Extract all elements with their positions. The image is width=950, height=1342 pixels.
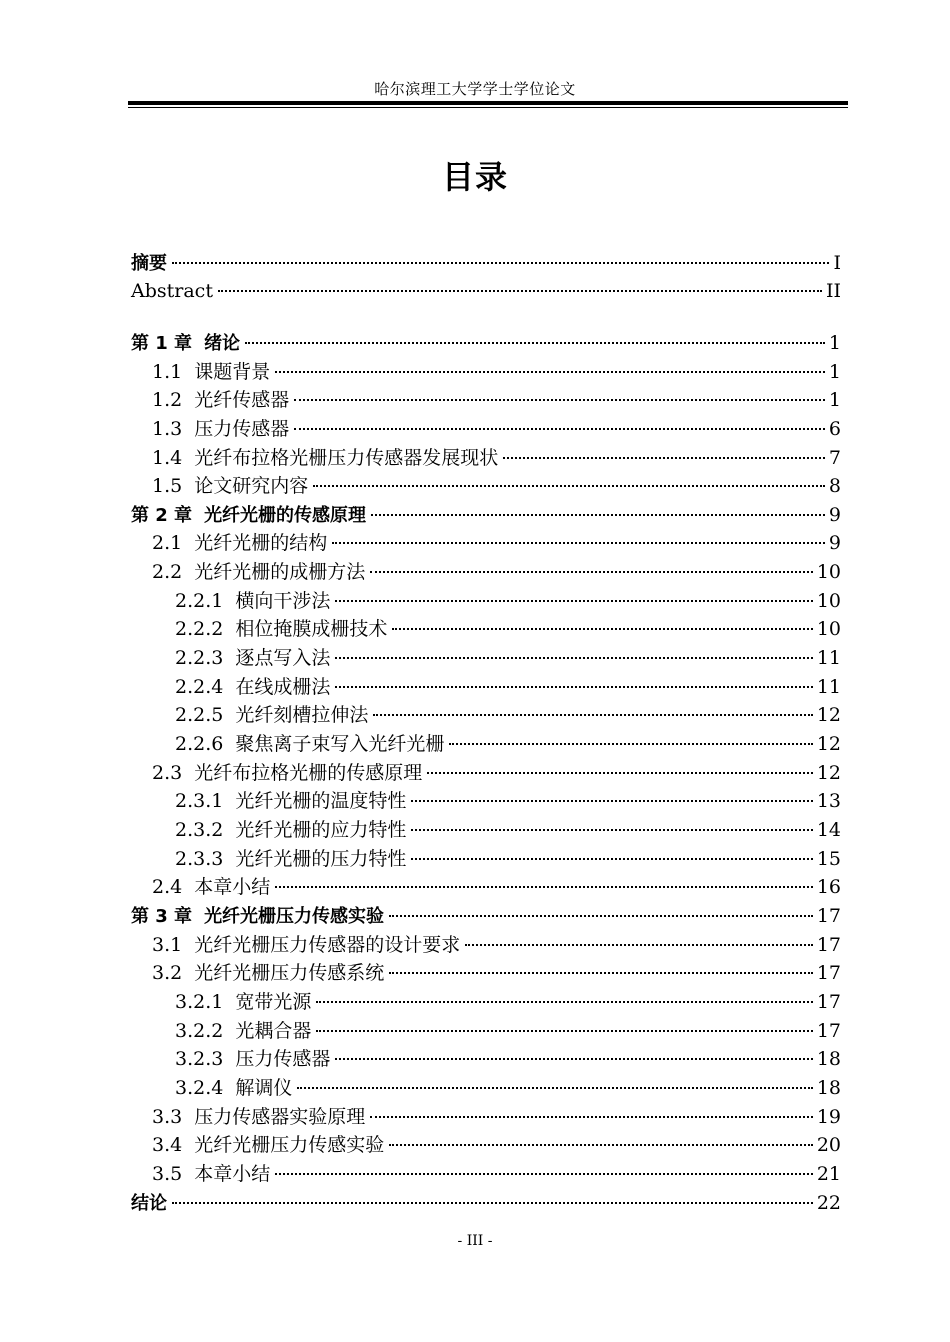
toc-leader-dots — [275, 1172, 813, 1175]
toc-entry[interactable] — [152, 529, 841, 557]
toc-entry-number: 2.3 — [152, 762, 183, 784]
toc-entry-title: 相位掩膜成栅技术 — [235, 618, 388, 640]
toc-entry[interactable] — [175, 701, 841, 729]
toc-entry-number: 3.2.4 — [175, 1077, 224, 1099]
toc-leader-dots — [335, 685, 812, 688]
toc-entry-label — [175, 730, 447, 758]
toc-entry[interactable] — [175, 730, 841, 758]
toc-entry-number: 1.1 — [152, 361, 183, 383]
toc-leader-dots — [294, 427, 825, 430]
toc-entry-page: II — [825, 280, 841, 302]
toc-leader-dots — [275, 885, 813, 888]
toc-entry-number: 1.5 — [152, 475, 183, 497]
toc-entry-page: 1 — [828, 389, 841, 411]
toc-leader-dots — [335, 599, 812, 602]
toc-entry-number: 2.2.1 — [175, 590, 224, 612]
toc-entry-title: 压力传感器 — [235, 1048, 331, 1070]
toc-entry[interactable] — [175, 615, 841, 643]
toc-entry-number: 3.4 — [152, 1134, 183, 1156]
toc-entry-page: 11 — [816, 647, 841, 669]
toc-entry-number: 3.3 — [152, 1106, 183, 1128]
toc-entry-title: 光纤光栅压力传感器的设计要求 — [194, 934, 461, 956]
toc-entry-number: 1.2 — [152, 389, 183, 411]
toc-entry[interactable] — [152, 358, 841, 386]
toc-entry-title: Abstract — [131, 280, 213, 302]
toc-leader-dots — [294, 398, 825, 401]
toc-entry[interactable] — [175, 644, 841, 672]
toc-entry-page: 17 — [816, 962, 841, 984]
toc-entry-page: 18 — [816, 1048, 841, 1070]
toc-entry-label — [175, 816, 409, 844]
toc-entry[interactable] — [152, 472, 841, 500]
toc-entry-page: 17 — [816, 905, 841, 927]
toc-entry-label — [175, 1017, 314, 1045]
toc-entry-number: 2.2.6 — [175, 733, 224, 755]
toc-leader-dots — [335, 656, 812, 659]
header-rule-thick — [128, 101, 848, 105]
toc-entry-page: 15 — [816, 848, 841, 870]
toc-entry-number: 2.2 — [152, 561, 183, 583]
toc-entry-number: 2.3.1 — [175, 790, 224, 812]
toc-leader-dots — [503, 456, 825, 459]
toc-leader-dots — [411, 857, 812, 860]
toc-entry-label — [175, 673, 333, 701]
toc-leader-dots — [373, 713, 812, 716]
toc-entry[interactable] — [152, 444, 841, 472]
toc-entry-title: 宽带光源 — [235, 991, 312, 1013]
toc-entry-label — [131, 330, 243, 358]
toc-entry[interactable] — [152, 1103, 841, 1131]
toc-entry-title: 聚焦离子束写入光纤光栅 — [235, 733, 445, 755]
toc-entry[interactable] — [175, 1017, 841, 1045]
toc-entry-label — [152, 386, 292, 414]
toc-entry-title: 光纤光栅压力传感系统 — [194, 962, 385, 984]
toc-entry[interactable] — [152, 1131, 841, 1159]
toc-entry-title: 光纤布拉格光栅的传感原理 — [194, 762, 423, 784]
toc-entry-number: 3.2.1 — [175, 991, 224, 1013]
running-header: 哈尔滨理工大学学士学位论文 — [374, 80, 576, 98]
toc-entry-label — [152, 1103, 368, 1131]
toc-entry[interactable] — [175, 816, 841, 844]
toc-entry-label — [131, 250, 170, 278]
toc-entry-label — [131, 502, 369, 530]
toc-entry[interactable] — [152, 931, 841, 959]
toc-entry-page: 17 — [816, 1020, 841, 1042]
toc-entry-label — [175, 1074, 295, 1102]
toc-entry-page: 16 — [816, 876, 841, 898]
toc-entry[interactable] — [152, 558, 841, 586]
toc-entry-label — [152, 873, 273, 901]
toc-leader-dots — [465, 943, 813, 946]
toc-entry-page: 8 — [828, 475, 841, 497]
toc-entry[interactable] — [131, 1189, 841, 1217]
toc-entry[interactable] — [152, 873, 841, 901]
toc-entry-page: 12 — [816, 733, 841, 755]
toc-entry[interactable] — [131, 277, 841, 305]
toc-entry-title: 光纤光栅的结构 — [194, 532, 328, 554]
toc-entry-title: 摘要 — [131, 253, 167, 274]
toc-entry-page: 12 — [816, 704, 841, 726]
toc-entry-label — [175, 644, 333, 672]
toc-entry-title: 横向干涉法 — [235, 590, 331, 612]
toc-entry[interactable] — [175, 988, 841, 1016]
toc-entry-page: 17 — [816, 934, 841, 956]
toc-entry-number: 第 3 章 — [131, 906, 193, 927]
toc-entry-number: 2.3.3 — [175, 848, 224, 870]
toc-entry-page: 13 — [816, 790, 841, 812]
toc-entry-number: 3.2.3 — [175, 1048, 224, 1070]
toc-entry-number: 2.2.2 — [175, 618, 224, 640]
toc-entry-page: 10 — [816, 618, 841, 640]
toc-entry-title: 光纤刻槽拉伸法 — [235, 704, 369, 726]
toc-entry-page: 12 — [816, 762, 841, 784]
toc-entry-number: 3.5 — [152, 1163, 183, 1185]
toc-leader-dots — [389, 1143, 813, 1146]
toc-leader-dots — [335, 1057, 812, 1060]
toc-leader-dots — [218, 289, 822, 292]
page-title: 目录 — [441, 158, 508, 196]
toc-entry-page: 9 — [828, 504, 841, 526]
toc-entry[interactable] — [175, 587, 841, 615]
toc-entry-number: 2.1 — [152, 532, 183, 554]
toc-entry[interactable] — [131, 329, 841, 357]
toc-entry-label — [152, 931, 463, 959]
toc-entry-title: 光纤光栅的传感原理 — [204, 505, 367, 526]
toc-leader-dots — [389, 971, 813, 974]
toc-entry-page: 10 — [816, 590, 841, 612]
toc-entry-title: 结论 — [131, 1193, 167, 1214]
toc-entry-label — [175, 787, 409, 815]
toc-leader-dots — [172, 261, 829, 264]
toc-entry-page: 1 — [828, 361, 841, 383]
toc-entry-title: 光纤光栅的应力特性 — [235, 819, 407, 841]
toc-entry[interactable] — [175, 787, 841, 815]
toc-leader-dots — [313, 484, 825, 487]
toc-entry-number: 2.2.4 — [175, 676, 224, 698]
toc-entry-page: 9 — [828, 532, 841, 554]
toc-entry-page: 21 — [816, 1163, 841, 1185]
toc-entry-title: 本章小结 — [194, 876, 271, 898]
toc-entry-label — [152, 472, 311, 500]
toc-leader-dots — [411, 828, 812, 831]
toc-entry-title: 光纤传感器 — [194, 389, 290, 411]
toc-entry-title: 课题背景 — [194, 361, 271, 383]
toc-entry[interactable] — [152, 1160, 841, 1188]
toc-entry-title: 光耦合器 — [235, 1020, 312, 1042]
toc-entry-title: 光纤光栅压力传感实验 — [204, 906, 385, 927]
toc-entry-title: 逐点写入法 — [235, 647, 331, 669]
toc-leader-dots — [449, 742, 812, 745]
toc-entry[interactable] — [131, 501, 841, 529]
toc-entry-page: 19 — [816, 1106, 841, 1128]
toc-entry-label — [152, 558, 368, 586]
toc-entry-number: 2.4 — [152, 876, 183, 898]
toc-entry-number: 3.2.2 — [175, 1020, 224, 1042]
toc-entry-label — [175, 587, 333, 615]
toc-entry-label — [152, 444, 501, 472]
toc-entry-page: 7 — [828, 447, 841, 469]
toc-entry[interactable] — [131, 249, 841, 277]
toc-entry-title: 解调仪 — [235, 1077, 293, 1099]
toc-entry-title: 压力传感器实验原理 — [194, 1106, 366, 1128]
toc-entry-title: 光纤布拉格光栅压力传感器发展现状 — [194, 447, 499, 469]
toc-leader-dots — [370, 570, 813, 573]
toc-leader-dots — [411, 799, 812, 802]
toc-entry-page: 6 — [828, 418, 841, 440]
toc-entry-number: 1.4 — [152, 447, 183, 469]
toc-entry-label — [131, 903, 387, 931]
toc-entry[interactable] — [175, 845, 841, 873]
toc-leader-dots — [275, 370, 825, 373]
toc-leader-dots — [172, 1201, 813, 1204]
toc-entry-label — [131, 1190, 170, 1218]
toc-entry-label — [175, 988, 314, 1016]
toc-leader-dots — [370, 1115, 813, 1118]
toc-leader-dots — [245, 341, 825, 344]
toc-entry-label — [152, 529, 330, 557]
toc-entry[interactable] — [175, 1074, 841, 1102]
header-rule-thin — [128, 107, 848, 108]
toc-entry[interactable] — [152, 759, 841, 787]
toc-entry-label — [175, 701, 371, 729]
toc-entry-title: 光纤光栅的成栅方法 — [194, 561, 366, 583]
toc-entry-title: 光纤光栅的压力特性 — [235, 848, 407, 870]
toc-entry-label — [152, 1160, 273, 1188]
toc-entry[interactable] — [175, 673, 841, 701]
toc-entry-number: 第 1 章 — [131, 333, 193, 354]
toc-entry-title: 绪论 — [204, 333, 241, 354]
toc-leader-dots — [392, 627, 812, 630]
toc-entry-page: 18 — [816, 1077, 841, 1099]
toc-entry[interactable] — [131, 902, 841, 930]
toc-entry[interactable] — [175, 1045, 841, 1073]
toc-entry-number: 3.1 — [152, 934, 183, 956]
toc-entry-number: 第 2 章 — [131, 505, 193, 526]
toc-entry-title: 本章小结 — [194, 1163, 271, 1185]
toc-entry-number: 2.2.3 — [175, 647, 224, 669]
toc-entry-title: 光纤光栅压力传感实验 — [194, 1134, 385, 1156]
toc-entry-page: 10 — [816, 561, 841, 583]
toc-entry-number: 3.2 — [152, 962, 183, 984]
toc-entry[interactable] — [152, 386, 841, 414]
toc-entry-page: 11 — [816, 676, 841, 698]
toc-entry-number: 2.2.5 — [175, 704, 224, 726]
page-number: - III - — [457, 1233, 493, 1249]
toc-leader-dots — [316, 1029, 812, 1032]
toc-entry[interactable] — [152, 415, 841, 443]
toc-entry-label — [152, 415, 292, 443]
toc-entry-label — [152, 1131, 387, 1159]
toc-entry-page: 17 — [816, 991, 841, 1013]
toc-leader-dots — [427, 771, 813, 774]
toc-entry-label — [175, 845, 409, 873]
toc-entry-title: 压力传感器 — [194, 418, 290, 440]
toc-entry[interactable] — [152, 959, 841, 987]
toc-entry-label — [175, 1045, 333, 1073]
toc-entry-label — [131, 277, 216, 305]
toc-entry-number: 1.3 — [152, 418, 183, 440]
toc-leader-dots — [316, 1000, 812, 1003]
toc-leader-dots — [297, 1086, 812, 1089]
toc-entry-title: 在线成栅法 — [235, 676, 331, 698]
toc-entry-page: 22 — [816, 1192, 841, 1214]
toc-entry-page: 14 — [816, 819, 841, 841]
toc-entry-number: 2.3.2 — [175, 819, 224, 841]
toc-leader-dots — [389, 914, 813, 917]
toc-entry-label — [175, 615, 390, 643]
toc-entry-title: 光纤光栅的温度特性 — [235, 790, 407, 812]
toc-entry-page: I — [833, 252, 841, 274]
toc-entry-title: 论文研究内容 — [194, 475, 309, 497]
toc-entry-page: 1 — [828, 332, 841, 354]
toc-entry-label — [152, 358, 273, 386]
toc-entry-label — [152, 759, 425, 787]
toc-entry-page: 20 — [816, 1134, 841, 1156]
toc-entry-label — [152, 959, 387, 987]
toc-leader-dots — [371, 513, 825, 516]
toc-leader-dots — [332, 541, 825, 544]
